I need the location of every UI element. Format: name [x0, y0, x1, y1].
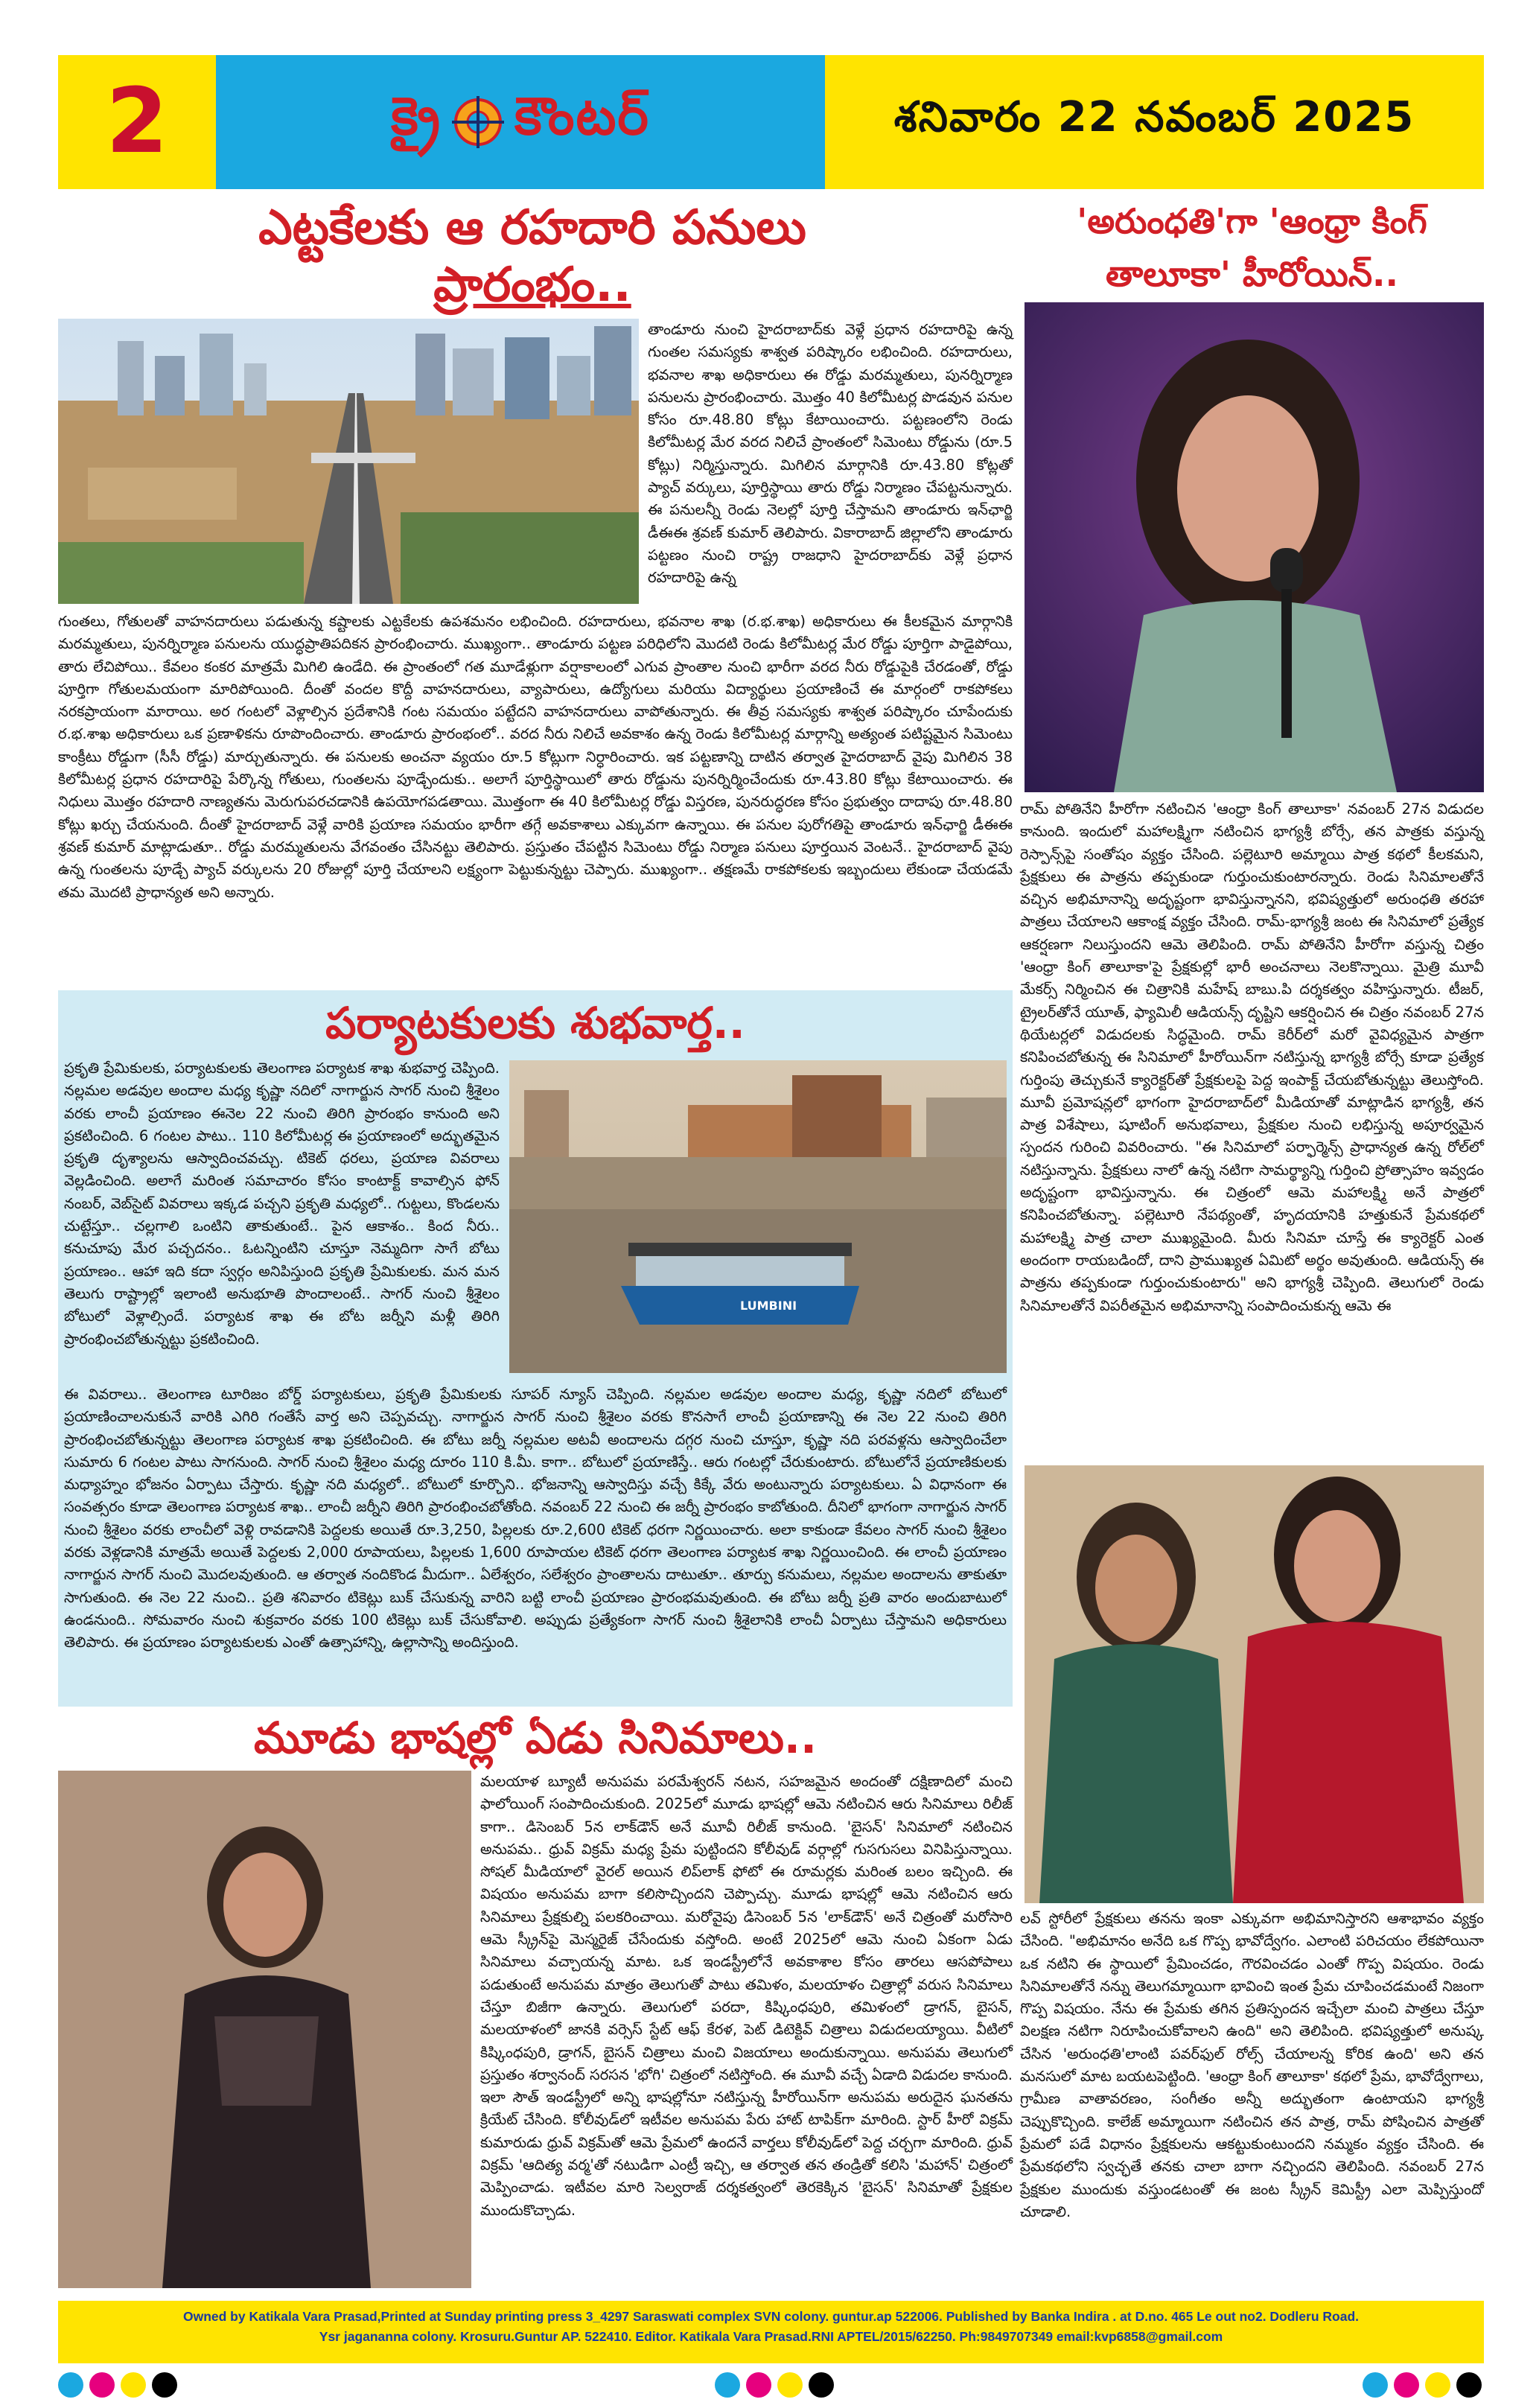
imprint-line1: Owned by Katikala Vara Prasad,Printed at Sunday printing press 3_4297 Saraswati complex SVN colony. guntur.ap 522006. Published by Banka Indira . at D.no. 465 Le out no2. Dodleru Road.	[182, 2309, 1360, 2324]
article1-road-photo	[58, 319, 639, 604]
newspaper-logo	[216, 55, 825, 189]
article1-headline	[127, 200, 938, 314]
article3-body: మలయాళ బ్యూటీ అనుపమ పరమేశ్వరన్ నటన, సహజమైన అందంతో దక్షిణాదిలో మంచి ఫాలోయింగ్ సంపాదించుకుంది. 2025లో మూడు భాషల్లో ఆమె నటించిన ఆరు సినిమాలు రిలీజ్ కాగా.. డిసెంబర్ 5న లాక్‌డౌన్ అనే మూవీ రిలీజ్ కానుంది. 'బైసన్' సినిమాలో నటించిన అనుపమ.. ధ్రువ్ విక్రమ్ మధ్య ప్రేమ పుట్టిందని కోలీవుడ్ వర్గాల్లో గుసగుసలు వినిపిస్తున్నాయి. సోషల్ మీడియాలో వైరల్ అయిన లిప్‌లాక్ ఫోటో ఈ రూమర్లకు మరింత బలం ఇచ్చింది. ఈ విషయం అనుపమ బాగా కలిసొచ్చిందని చెప్పొచ్చు. మూడు భాషల్లో ఆమె నటించిన ఆరు సినిమాలు ప్రేక్షకుల్ని పలకరించాయి. మరోవైపు డిసెంబర్ 5న 'లాక్‌డౌన్' అనే చిత్రంతో మరోసారి ఆమె స్క్రీన్‌పై మెస్మరైజ్ చేసేందుకు వస్తోంది. అంటే 2025లో ఆమె నుంచి ఏకంగా ఏడు సినిమాలు వచ్చాయన్న మాట. ఒక ఇండస్ట్రీలోనే అవకాశాల కోసం తారలు ఆసపోపాలు పడుతుంటే అనుపమ మాత్రం తెలుగుతో పాటు తమిళం, మలయాళం చిత్రాల్లో వరుస సినిమాలు చేస్తూ బిజీగా ఉన్నారు. తెలుగులో పరదా, కిష్కింధపురి, తమిళంలో డ్రాగన్, బైసన్, మలయాళంలో జానకి వర్సెస్ స్టేట్ ఆఫ్ కేరళ, పెట్ డిటెక్టివ్ చిత్రాలు విడుదలయ్యాయి. వీటిలో కిష్కింధపురి, డ్రాగన్, బైసన్ చిత్రాలు మంచి విజయాలు అందుకున్నాయి. అనుపమ తెలుగులో ప్రస్తుతం శర్వానంద్ సరసన 'భోగి' చిత్రంలో నటిస్తోంది. ఈ మూవీ వచ్చే ఏడాది విడుదల కానుంది. ఇలా సౌత్ ఇండస్ట్రీలో అన్ని భాషల్లోనూ నటిస్తున్న హీరోయిన్‌గా అనుపమ అరుదైన ఘనతను క్రియేట్ చేసింది. కోలీవుడ్‌లో ఇటీవల అనుపమ పేరు హాట్ టాపిక్‌గా మారింది. స్టార్ హీరో విక్రమ్ కుమారుడు ధ్రువ్ విక్రమ్‌తో ఆమె ప్రేమలో ఉందనే వార్తలు కోలీవుడ్‌లో పెద్ద చర్చగా మారింది. ధ్రువ్ విక్రమ్ 'ఆదిత్య వర్మ'తో నటుడిగా ఎంట్రీ ఇచ్చి, ఆ తర్వాత తన తండ్రితో కలిసి 'మహాన్' చిత్రంలో మెప్పించాడు. ఇటీవల మారి సెల్వరాజ్ దర్శకత్వంలో తెరకెక్కిన 'బైసన్' సినిమాతో ప్రేక్షకుల ముందుకొచ్చాడు.	[480, 1773, 1013, 2219]
article4-body-part2: లవ్ స్టోరీలో ప్రేక్షకులు తనను ఇంకా ఎక్కువగా అభిమానిస్తారని ఆశాభావం వ్యక్తం చేసింది. "అభిమానం అనేది ఒక గొప్ప భావోద్వేగం. ఎలాంటి పరిచయం లేకపోయినా ఒక నటిని ఈ స్థాయిలో ప్రేమించడం, గౌరవించడం ఎంతో గొప్ప విషయం. రెండు సినిమాలతోనే నన్ను తెలుగమ్మాయిగా భావించి ఇంత ప్రేమ చూపించడమంటే నిజంగా గొప్ప విషయం. నేను ఈ ప్రేమకు తగిన ప్రతిస్పందన ఇచ్చేలా మంచి పాత్రలు చేస్తూ విలక్షణ నటిగా నిరూపించుకోవాలని ఉంది" అని తెలిపింది. భవిష్యత్తులో అనుష్క చేసిన 'అరుంధతి'లాంటి పవర్‌ఫుల్ రోల్స్ చేయాలన్న కోరిక ఉంది' అని తన మనసులో మాట బయటపెట్టింది. 'ఆంధ్రా కింగ్ తాలూకా' కథలో ప్రేమ, భావోద్వేగాలు, గ్రామీణ వాతావరణం, సంగీతం అన్నీ అద్భుతంగా ఉంటాయని భాగ్యశ్రీ చెప్పుకొచ్చింది. కాలేజ్ అమ్మాయిగా నటించిన తన పాత్ర, రామ్ పోషించిన పాత్రతో ప్రేమలో పడే విధానం ప్రేక్షకులను ఆకట్టుకుంటుందని నమ్మకం వ్యక్తం చేసింది. ఈ ప్రేమకథలోని స్వచ్ఛతే తనకు చాలా బాగా నచ్చిందని తెలిపింది. నవంబర్ 27న ప్రేక్షకుల ముందుకు వస్తుండటంతో ఈ జంట స్క్రీన్ కెమిస్ట్రీ ఎలా మెప్పిస్తుందో చూడాలి.	[1020, 1910, 1484, 2220]
magenta-dot-icon	[89, 2372, 115, 2398]
yellow-dot-icon	[121, 2372, 146, 2398]
yellow-dot-icon	[1425, 2372, 1450, 2398]
crosshair-icon	[452, 96, 504, 148]
article4-heroine-photo	[1025, 302, 1484, 792]
black-dot-icon	[152, 2372, 177, 2398]
article4-headline-line2: తాలూకా' హీరోయిన్..	[1106, 254, 1398, 295]
issue-date: శనివారం 22 నవంబర్ 2025	[825, 55, 1484, 189]
imprint-line2: Ysr jagananna colony. Krosuru.Guntur AP. 522410. Editor. Katikala Vara Prasad.RNI APTEL/2015/62250. Ph:9849707349 email:kvp6858@gmail.com	[319, 2329, 1223, 2344]
magenta-dot-icon	[1394, 2372, 1419, 2398]
article4-headline	[1020, 195, 1484, 302]
cyan-dot-icon	[58, 2372, 83, 2398]
article2-body-full-width: ఈ వివరాలు.. తెలంగాణ టూరిజం బోర్డ్ పర్యాటకులు, ప్రకృతి ప్రేమికులకు సూపర్ న్యూస్ చెప్పింది. నల్లమల అడవుల అందాల మధ్య, కృష్ణా నదిలో బోటులో ప్రయాణించాలనుకునే వారికి ఎగిరి గంతేసే వార్త అని చెప్పవచ్చు. నాగార్జున సాగర్ నుంచి శ్రీశైలం వరకు కొనసాగే లాంచీ ప్రయాణాన్ని ఈ నెల 22 నుంచి తిరిగి ప్రారంభించబోతున్నట్టు తెలంగాణ పర్యాటక శాఖ ప్రకటించింది. ఈ బోటు జర్నీ నల్లమల అటవీ అందాలను దగ్గర నుంచి చూస్తూ, కృష్ణా నది పరవళ్లను ఆస్వాదించేలా సుమారు 6 గంటల పాటు సాగనుంది. సాగర్ నుంచి శ్రీశైలం మధ్య దూరం 110 కి.మీ. కాగా.. బోటులో ప్రయాణిస్తే.. ఆరు గంటల్లో చేరుకుంటారు. బోటులోనే ప్రయాణికులకు మధ్యాహ్నం భోజనం ఏర్పాటు చేస్తారు. కృష్ణా నది మధ్యలో.. బోటులో కూర్చొని.. భోజనాన్ని ఆస్వాదిస్తు వచ్చే కిక్కే వేరు అంటున్నారు పర్యాటకులు. ఏ విధానంగా ఈ సంవత్సరం కూడా తెలంగాణ పర్యాటక శాఖ.. లాంచీ జర్నీని తిరిగి ప్రారంభించబోతోంది. నవంబర్ 22 నుంచి ఈ జర్నీ ప్రారంభం కాబోతుంది. దీనిలో భాగంగా నాగార్జున సాగర్ నుంచి శ్రీశైలం వరకు లాంచీలో వెళ్లి రావడానికి పెద్దలకు అయితే రూ.3,250, పిల్లలకు రూ.2,600 టికెట్ ధరగా నిర్ణయించారు. అలా కాకుండా కేవలం సాగర్ నుంచి శ్రీశైలం వరకు వెళ్లడానికి మాత్రమే అయితే పెద్దలకు 2,000 రూపాయలు, పిల్లలకు 1,600 రూపాయల టికెట్ ధరగా తెలంగాణ పర్యాటక శాఖ నిర్ణయించింది. ఈ లాంచీ ప్రయాణం నాగార్జున సాగర్ నుంచి మొదలవుతుంది. ఆ తర్వాత నందికొండ మీదుగా.. ఏలేశ్వరం, సలేశ్వరం ప్రాంతాలను దాటుతూ.. తూర్పు కనుమలు, నల్లమల అందాలను తాకుతూ సాగుతుంది. ఈ నెల 22 నుంచి.. ప్రతి శనివారం టికెట్లు బుక్ చేసుకున్న వారిని బట్టి లాంచీ ప్రయాణం ప్రారంభమవుతుంది. ఈ బోటు జర్నీ ప్రతి వారం అందుబాటులో ఉండనుంది.. సోమవారం నుంచి శుక్రవారం వరకు 100 టికెట్లు బుక్ చేసుకోవాలి. అప్పుడు ప్రత్యేకంగా సాగర్ నుంచి శ్రీశైలానికి లాంచీ ఏర్పాటు చేస్తామని అధికారులు తెలిపారు. ఈ ప్రయాణం పర్యాటకులకు ఎంతో ఉత్సాహాన్ని, ఉల్లాసాన్ని అందిస్తుంది.	[64, 1386, 1007, 1651]
logo-text-part1: క్రై	[391, 85, 442, 147]
yellow-dot-icon	[777, 2372, 803, 2398]
article4-headline-line1: 'అరుంధతి'గా 'ఆంధ్రా కింగ్	[1077, 201, 1427, 241]
registration-marks-center	[715, 2372, 834, 2399]
cyan-dot-icon	[1363, 2372, 1388, 2398]
magenta-dot-icon	[746, 2372, 771, 2398]
svg-text:LUMBINI: LUMBINI	[740, 1299, 797, 1313]
article4-couple-photo	[1025, 1465, 1484, 1903]
imprint-footer	[58, 2301, 1484, 2363]
article3-headline: మూడు భాషల్లో ఏడు సినిమాలు..	[254, 1713, 817, 1763]
black-dot-icon	[1456, 2372, 1482, 2398]
article4-body-part1: రామ్ పోతినేని హీరోగా నటించిన 'ఆంధ్రా కింగ్ తాలూకా' నవంబర్ 27న విడుదల కానుంది. ఇందులో మహాలక్ష్మిగా నటించిన భాగ్యశ్రీ బోర్సే, తన పాత్రకు వస్తున్న రెస్పాన్స్‌పై సంతోషం వ్యక్తం చేసింది. పల్లెటూరి అమ్మాయి పాత్ర కథలో కీలకమని, ప్రేక్షకులు ఈ పాత్రను తప్పకుండా గుర్తుంచుకుంటారన్నారు. రెండు సినిమాలతోనే వచ్చిన అభిమానాన్ని అదృష్టంగా భావిస్తున్నానని, భవిష్యత్తులో అరుంధతి తరహా పాత్రలు చేయాలని ఆకాంక్ష వ్యక్తం చేసింది. రామ్-భాగ్యశ్రీ జంట ఈ సినిమాలో ప్రత్యేక ఆకర్షణగా నిలుస్తుందని ఆమె తెలిపింది. రామ్ పోతినేని హీరోగా వస్తున్న చిత్రం 'ఆంధ్రా కింగ్ తాలూకా'పై ప్రేక్షకుల్లో భారీ అంచనాలు నెలకొన్నాయి. మైత్రి మూవీ మేకర్స్ నిర్మించిన ఈ చిత్రానికి మహేష్ బాబు.పి దర్శకత్వం వహిస్తున్నారు. టీజర్, ట్రైలర్‌తోనే యూత్, ఫ్యామిలీ ఆడియన్స్ దృష్టిని ఆకర్షించిన ఈ చిత్రం నవంబర్ 27న థియేటర్లలో విడుదలకు సిద్ధమైంది. రామ్ కెరీర్‌లో మరో వైవిధ్యమైన పాత్రగా కనిపించబోతున్న ఈ సినిమాలో హీరోయిన్‌గా నటిస్తున్న భాగ్యశ్రీ బోర్సే కూడా ప్రత్యేక గుర్తింపు తెచ్చుకునే క్యారెక్టర్‌తో ప్రేక్షకులపై పెద్ద ఇంపాక్ట్ చేయబోతున్నట్టు తెలుస్తోంది. మూవీ ప్రమోషన్లలో భాగంగా హైదరాబాద్‌లో మీడియాతో మాట్లాడిన భాగ్యశ్రీ, తన పాత్ర విశేషాలు, షూటింగ్ అనుభవాలు, ప్రేక్షకుల నుంచి లభిస్తున్న అపూర్వమైన స్పందన గురించి వివరించారు. "ఈ సినిమాలో పర్ఫార్మెన్స్ ప్రాధాన్యత ఉన్న రోల్‌లో నటిస్తున్నాను. ప్రేక్షకులు నాలో ఉన్న నటిగా సామర్థ్యాన్ని గుర్తించి ప్రోత్సాహం ఇవ్వడం అదృష్టంగా భావిస్తున్నాను. ఈ చిత్రంలో ఆమె మహాలక్ష్మి అనే పాత్రలో కనిపించబోతున్నా. పల్లెటూరి నేపథ్యంతో, హృదయానికి హత్తుకునే ప్రేమకథలో మహాలక్ష్మి పాత్ర చాలా ముఖ్యమైంది. మీరు సినిమా చూస్తే ఈ క్యారెక్టర్ ఎంత అందంగా రాయబడిందో, దాని ప్రాముఖ్యత ఏమిటో అర్థం అవుతుంది. ఆడియన్స్ ఈ పాత్రను తప్పకుండా గుర్తుంచుకుంటారు" అని భాగ్యశ్రీ చెప్పింది. తెలుగులో రెండు సినిమాలతోనే విపరీతమైన అభిమానాన్ని సంపాదించుకున్న ఆమె ఈ	[1020, 800, 1484, 1314]
article1-body-full-width: గుంతలు, గోతులతో వాహనదారులు పడుతున్న కష్టాలకు ఎట్టకేలకు ఉపశమనం లభించింది. రహదారులు, భవనాల శాఖ (ర.భ.శాఖ) అధికారులు ఈ కీలకమైన మార్గానికి మరమ్మతులు, పునర్నిర్మాణ పనులను యుద్ధప్రాతిపదికన ప్రారంభించారు. ముఖ్యంగా.. తాండూరు పట్టణ పరిధిలోని మొదటి రెండు కిలోమీటర్ల మేర రోడ్డు పూర్తిగా పాడైపోయి, తారు లేచిపోయి.. కేవలం కంకర మాత్రమే మిగిలి ఉండేది. ఈ ప్రాంతంలో గత మూడేళ్లుగా వర్షాకాలంలో ఎగువ ప్రాంతాల నుంచి భారీగా వరద నీరు రోడ్డుపైకి చేరడంతో, రోడ్డు పూర్తిగా గోతులమయంగా మారిపోయింది. దీంతో వందల కొద్దీ వాహనదారులు, వ్యాపారులు, ఉద్యోగులు మరియు విద్యార్థులు ప్రయాణించే ఈ మార్గంలో రాకపోకలు నరకప్రాయంగా మారాయి. అర గంటలో వెళ్లాల్సిన ప్రదేశానికి గంట సమయం పట్టేదని వాహనదారులు వాపోతున్నారు. ఈ తీవ్ర సమస్యకు శాశ్వత పరిష్కారం చూపేందుకు ర.భ.శాఖ అధికారులు ఒక ప్రణాళికను రూపొందించారు. తాండూరు ప్రారంభంలో.. వరద నీరు నిలిచే అవకాశం ఉన్న రెండు కిలోమీటర్ల మార్గాన్ని అత్యంత పటిష్టమైన సిమెంటు కాంక్రీటు రోడ్డుగా (సీసీ రోడ్డు) మార్చుతున్నారు. ఈ పనులకు అంచనా వ్యయం రూ.5 కోట్లుగా నిర్ధారించారు. ఇక పట్టణాన్ని దాటిన తర్వాత హైదరాబాద్ వైపు మిగిలిన 38 కిలోమీటర్ల ప్రధాన రహదారిపై పేర్కొన్న గోతులు, గుంతలను పూడ్చేందుకు.. అలాగే పూర్తిస్థాయిలో తారు రోడ్డును పునర్నిర్మించేందుకు రూ.43.80 కోట్లు కేటాయించారు. ఈ నిధులు మొత్తం రహదారి నాణ్యతను మెరుగుపరచడానికి ఉపయోగపడతాయి. మొత్తంగా ఈ 40 కిలోమీటర్ల రోడ్డు విస్తరణ, పునరుద్ధరణ కోసం ప్రభుత్వం దాదాపు రూ.48.80 కోట్లు ఖర్చు చేయనుంది. దీంతో హైదరాబాద్ వెళ్లే వారికి ప్రయాణ సమయం భారీగా తగ్గే అవకాశాలు ఎక్కువగా ఉన్నాయి. ఈ పనుల పురోగతిపై తాండూరు ఇన్‌ఛార్జి డీఈఈ శ్రవణ్ కుమార్ మాట్లాడుతూ.. రోడ్డు మరమ్మతులను వేగవంతం చేసినట్టు తెలిపారు. ప్రస్తుతం చేపట్టిన సిమెంటు రోడ్డు నిర్మాణ పనులు పూర్తయిన వెంటనే.. హైదరాబాద్ వైపు ఉన్న గుంతలను పూడ్చే ప్యాచ్ వర్కులను 20 రోజుల్లో పూర్తి చేయాలని లక్ష్యంగా పెట్టుకున్నట్టు చెప్పారు. ముఖ్యంగా.. తక్షణమే రాకపోకలకు ఇబ్బందులు లేకుండా చేయడమే తమ మొదటి ప్రాధాన్యత అని అన్నారు.	[58, 613, 1013, 901]
registration-marks-right	[1363, 2372, 1482, 2399]
logo-text-part2: కౌంటర్	[514, 85, 650, 147]
black-dot-icon	[809, 2372, 834, 2398]
registration-marks-left	[58, 2372, 177, 2399]
article2-headline: పర్యాటకులకు శుభవార్త..	[325, 998, 745, 1048]
masthead	[58, 55, 1484, 189]
article1-headline-line1: ఎట్టకేలకు ఆ రహదారి పనులు	[258, 200, 806, 255]
article2-boat-photo	[509, 1060, 1007, 1373]
cyan-dot-icon	[715, 2372, 740, 2398]
article3-actress-photo	[58, 1771, 471, 2288]
article1-headline-line2: ప్రారంభం..	[433, 257, 631, 313]
page-number: 2	[58, 55, 216, 189]
article1-body-right-column: తాండూరు నుంచి హైదరాబాద్‌కు వెళ్లే ప్రధాన రహదారిపై ఉన్న గుంతల సమస్యకు శాశ్వత పరిష్కారం లభించింది. రహదారులు, భవనాల శాఖ అధికారులు ఈ రోడ్డు మరమ్మతులు, పునర్నిర్మాణ పనులను ప్రారంభించారు. మొత్తం 40 కిలోమీటర్ల పొడవున పనుల కోసం రూ.48.80 కోట్లు కేటాయించారు. పట్టణంలోని రెండు కిలోమీటర్ల మేర వరద నిలిచే ప్రాంతంలో సిమెంటు రోడ్డును (రూ.5 కోట్లు) నిర్మిస్తున్నారు. మిగిలిన మార్గానికి రూ.43.80 కోట్లతో ప్యాచ్ వర్కులు, పూర్తిస్థాయి తారు రోడ్డు నిర్మాణం చేపట్టనున్నారు. ఈ పనులన్నీ రెండు నెలల్లో పూర్తి చేస్తామని తాండూరు ఇన్‌ఛార్జి డీఈఈ శ్రవణ్ కుమార్ తెలిపారు. వికారాబాద్ జిల్లాలోని తాండూరు పట్టణం నుంచి రాష్ట్ర రాజధాని హైదరాబాద్‌కు వెళ్లే ప్రధాన రహదారిపై ఉన్న	[648, 321, 1013, 587]
article2-body-left-column: ప్రకృతి ప్రేమికులకు, పర్యాటకులకు తెలంగాణ పర్యాటక శాఖ శుభవార్త చెప్పింది. నల్లమల అడవుల అందాల మధ్య కృష్ణా నదిలో నాగార్జున సాగర్ నుంచి శ్రీశైలం వరకు లాంచీ ప్రయాణం ఈనెల 22 నుంచి తిరిగి ప్రారంభం కానుంది అని ప్రకటించింది. 6 గంటల పాటు.. 110 కిలోమీటర్ల ఈ ప్రయాణంలో అద్భుతమైన ప్రకృతి దృశ్యాలను ఆస్వాదించవచ్చు. టికెట్ ధరలు, ప్రయాణ వివరాలు వెల్లడించింది. అలాగే మరింత సమాచారం కోసం కాంటాక్ట్ కావాల్సిన ఫోన్ నంబర్, వెబ్‌సైట్ వివరాలు ఇక్కడ పచ్చని ప్రకృతి మధ్యలో.. గుట్టలు, కొండలను చుట్టేస్తూ.. చల్లగాలి ఒంటిని తాకుతుంటే.. పైన ఆకాశం.. కింద నీరు.. కనుచూపు మేర పచ్చదనం.. ఓటన్నింటిని చూస్తూ నెమ్మదిగా సాగే బోటు ప్రయాణం.. ఆహా ఇది కదా స్వర్గం అనిపిస్తుంది ప్రకృతి ప్రేమికులకు. మన మన తెలుగు రాష్ట్రాల్లో ఇలాంటి అనుభూతి పొందాలంటే.. సాగర్ నుంచి శ్రీశైలం బోటులో వెళ్లాల్సిందే. పర్యాటక శాఖ ఈ బోట జర్నీని మళ్లీ తిరిగి ప్రారంభించబోతున్నట్టు ప్రకటించింది.	[64, 1060, 500, 1348]
